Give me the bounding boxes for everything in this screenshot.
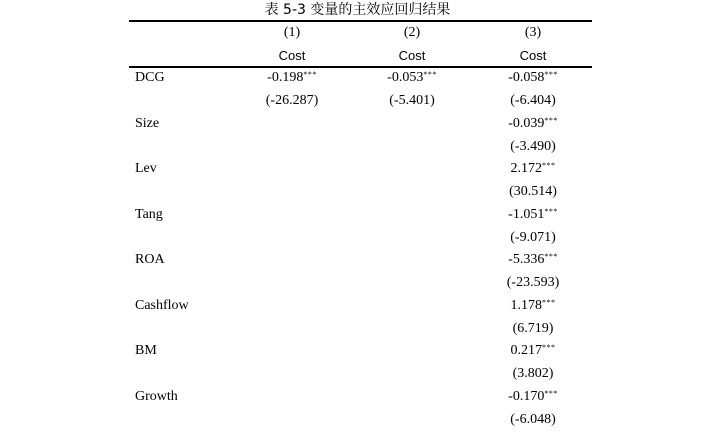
t-statistic-cell: (-6.048) [510,411,556,427]
t-statistic-cell: (6.719) [512,320,554,336]
significance-stars: *** [544,70,558,79]
significance-stars: *** [544,206,558,216]
coefficient-cell [473,206,593,224]
coefficient-value: -5.336 [508,252,545,267]
coefficient-value: -0.198 [267,70,304,85]
coefficient-cell [473,69,593,87]
coefficient-cell [473,297,593,315]
column-number-1: (1) [283,25,301,40]
significance-stars: *** [544,252,558,261]
significance-stars: *** [544,115,558,125]
row-variable-name: ROA [135,252,165,267]
coefficient-value: -0.058 [508,70,545,85]
significance-stars: *** [544,388,558,398]
coefficient-cell [473,342,593,360]
significance-stars: *** [303,70,317,79]
coefficient-value: -0.053 [387,70,424,85]
row-variable-name: DCG [135,70,165,85]
table-top-rule [129,20,592,22]
row-variable-name: Lev [135,161,157,176]
coefficient-cell [352,69,472,87]
t-statistic-cell: (30.514) [509,184,557,199]
row-variable-name: Tang [135,206,163,222]
coefficient-cell [473,251,593,269]
t-statistic-cell: (-5.401) [389,93,435,108]
table-title: 表 5-3 变量的主效应回归结果 [264,2,451,18]
row-variable-name: BM [135,343,157,358]
significance-stars: *** [423,70,437,79]
column-label-2: Cost [398,48,426,63]
coefficient-cell [473,388,593,406]
row-variable-name: Size [135,115,160,131]
column-label-3: Cost [519,48,547,63]
coefficient-value: -1.051 [508,206,545,222]
coefficient-value: 0.217 [510,343,542,358]
significance-stars: *** [542,297,556,307]
coefficient-value: -0.039 [508,115,545,131]
coefficient-value: 2.172 [510,161,542,176]
row-variable-name: Growth [135,388,178,404]
column-number-3: (3) [524,25,542,40]
t-statistic-cell: (3.802) [512,366,554,381]
t-statistic-cell: (-26.287) [265,93,319,108]
coefficient-cell [232,69,352,87]
t-statistic-cell: (-3.490) [510,138,556,154]
column-label-1: Cost [278,48,306,63]
t-statistic-cell: (-6.404) [510,93,556,108]
significance-stars: *** [542,161,556,170]
coefficient-value: -0.170 [508,388,545,404]
coefficient-cell [473,115,593,133]
row-variable-name: Cashflow [135,297,189,313]
table-header-rule [129,66,592,68]
coefficient-value: 1.178 [510,297,542,313]
coefficient-cell [473,160,593,178]
significance-stars: *** [542,343,556,352]
t-statistic-cell: (-9.071) [510,229,556,245]
t-statistic-cell: (-23.593) [506,275,560,290]
column-number-2: (2) [403,25,421,40]
